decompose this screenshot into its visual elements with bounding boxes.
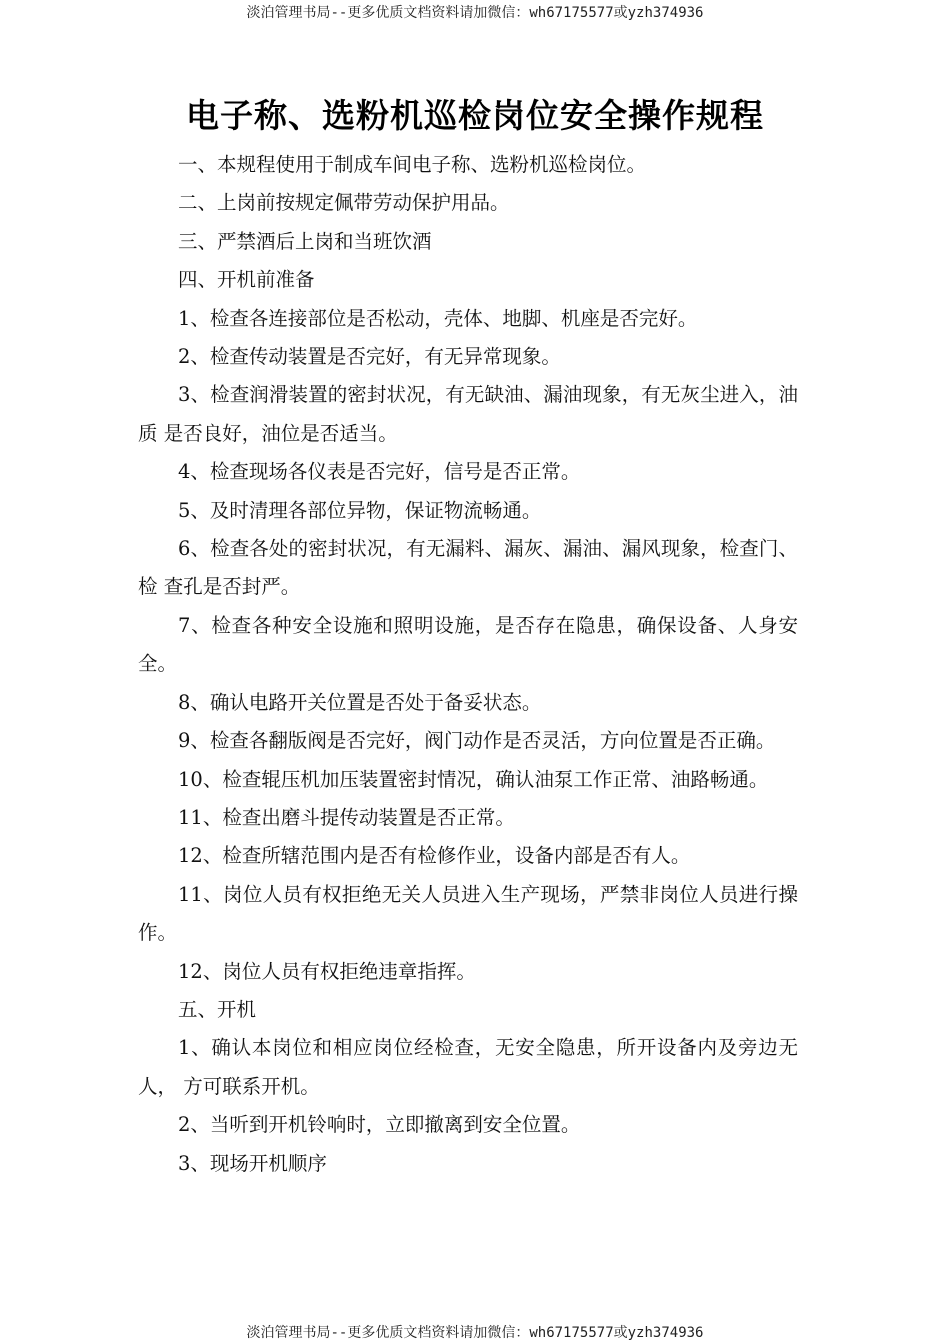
list-item: 8、确认电路开关位置是否处于备妥状态。 [178, 690, 542, 714]
paragraph-scope: 一、本规程使用于制成车间电子称、选粉机巡检岗位。 [178, 153, 647, 176]
list-item: 1、确认本岗位和相应岗位经检查，无安全隐患，所开设备内及旁边无人， 方可联系开机。 [138, 1036, 798, 1098]
list-item: 2、当听到开机铃响时，立即撤离到安全位置。 [178, 1113, 581, 1137]
section-heading-pre-start: 四、开机前准备 [178, 268, 315, 292]
list-item: 11、岗位人员有权拒绝无关人员进入生产现场，严禁非岗位人员进行操作。 [138, 882, 798, 945]
header-watermark-note: 淡泊管理书局--更多优质文档资料请加微信：wh67175577或yzh374936 [246, 5, 704, 21]
list-item: 1、检查各连接部位是否松动，壳体、地脚、机座是否完好。 [178, 306, 698, 330]
list-item: 7、检查各种安全设施和照明设施，是否存在隐患，确保设备、人身安全。 [138, 613, 798, 676]
list-item: 3、现场开机顺序 [178, 1151, 327, 1175]
document-title: 电子称、选粉机巡检岗位安全操作规程 [186, 96, 764, 135]
list-item: 12、检查所辖范围内是否有检修作业，设备内部是否有人。 [178, 844, 691, 868]
list-item: 2、检查传动装置是否完好，有无异常现象。 [178, 345, 561, 369]
document-body [138, 146, 798, 1183]
list-item: 6、检查各处的密封状况，有无漏料、漏灰、漏油、漏风现象，检查门、检 查孔是否封严。 [138, 537, 798, 599]
list-item: 3、检查润滑装置的密封状况，有无缺油、漏油现象，有无灰尘进入，油质 是否良好，油位是否适当。 [138, 383, 798, 445]
list-item: 4、检查现场各仪表是否完好，信号是否正常。 [178, 460, 581, 484]
paragraph-no-alcohol: 三、严禁酒后上岗和当班饮酒 [178, 229, 432, 253]
section-heading-start-up: 五、开机 [178, 997, 257, 1021]
paragraph-ppe: 二、上岗前按规定佩带劳动保护用品。 [178, 191, 510, 215]
list-item: 12、岗位人员有权拒绝违章指挥。 [178, 959, 476, 983]
list-item: 11、检查出磨斗提传动装置是否正常。 [178, 805, 515, 829]
list-item: 5、及时清理各部位异物，保证物流畅通。 [178, 498, 542, 522]
footer-watermark-note: 淡泊管理书局--更多优质文档资料请加微信：wh67175577或yzh374936 [246, 1325, 704, 1341]
list-item: 10、检查辊压机加压装置密封情况，确认油泵工作正常、油路畅通。 [178, 767, 769, 791]
list-item: 9、检查各翻版阀是否完好，阀门动作是否灵活，方向位置是否正确。 [178, 729, 776, 753]
